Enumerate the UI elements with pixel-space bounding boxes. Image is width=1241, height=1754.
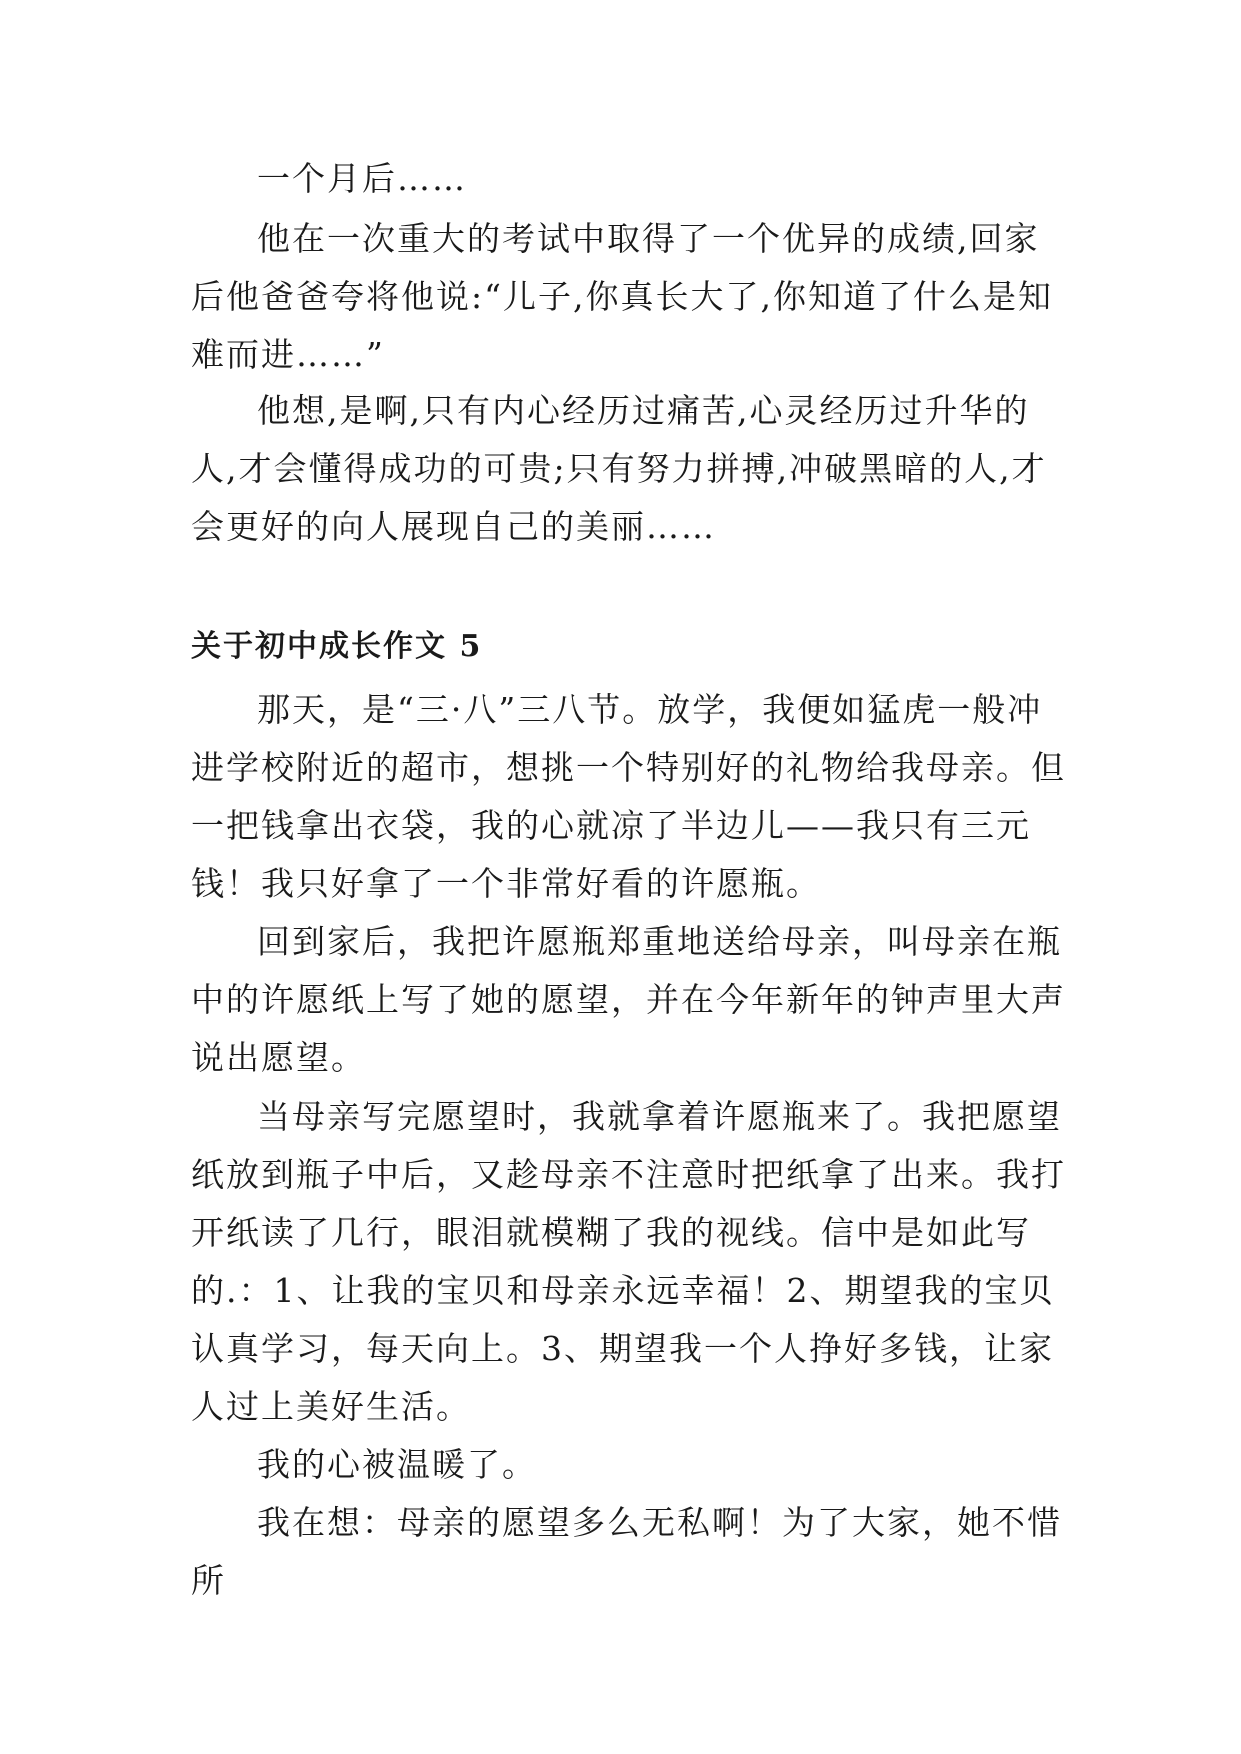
paragraph-reflection: 他想,是啊,只有内心经历过痛苦,心灵经历过升华的人,才会懂得成功的可贵;只有努力拼搏,冲破黑暗的人,才会更好的向人展现自己的美丽…… [191,391,1047,546]
paragraph-month-later: 一个月后…… [257,159,467,198]
paragraph-gift-to-mother: 回到家后，我把许愿瓶郑重地送给母亲，叫母亲在瓶中的许愿纸上写了她的愿望，并在今年新年的钟声里大声说出愿望。 [191,922,1066,1077]
paragraph-wish-note: 当母亲写完愿望时，我就拿着许愿瓶来了。我把愿望纸放到瓶子中后，又趁母亲不注意时把纸拿了出来。我打开纸读了几行，眼泪就模糊了我的视线。信中是如此写的.：1、让我的宝贝和母亲永远幸福！2、期望我的宝贝认真学习，每天向上。3、期望我一个人挣好多钱，让家人过上美好生活。 [191,1097,1066,1426]
paragraph-warmed-heart: 我的心被温暖了。 [257,1445,537,1484]
paragraph-exam-result: 他在一次重大的考试中取得了一个优异的成绩,回家后他爸爸夸将他说:“儿子,你真长大了,你知道了什么是知难而进……” [191,219,1053,374]
paragraph-selfless-mother: 我在想：母亲的愿望多么无私啊！为了大家，她不惜所 [191,1503,1062,1600]
paragraph-womens-day: 那天，是“三·八”三八节。放学，我便如猛虎一般冲进学校附近的超市，想挑一个特别好的礼物给我母亲。但一把钱拿出衣袋，我的心就凉了半边儿——我只有三元钱！我只好拿了一个非常好看的许愿瓶。 [191,690,1066,903]
section-title: 关于初中成长作文 5 [191,629,483,664]
